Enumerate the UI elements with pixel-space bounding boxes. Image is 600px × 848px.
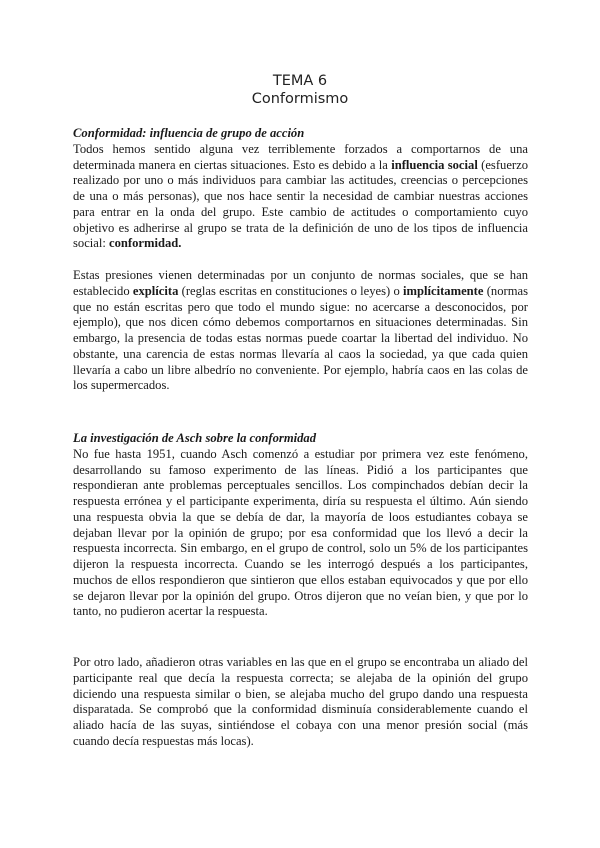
section-normas — [73, 268, 528, 394]
title-topic-number: TEMA 6 — [272, 73, 328, 89]
paragraph: No fue hasta 1951, cuando Asch comenzó a estudiar por primera vez este fenómeno, desarrollando su famoso experimento de las líneas. Pidió a los participantes que respondieran ante problemas perceptuales sencillos. Los compinchados debían decir la respuesta errónea y el participante experimenta, diría su respuesta el último. Aún siendo una respuesta obvia la que se debía de dar, la mayoría de loos estudiantes cobaya se dejaban llevar por la opinión de grupo; por esa conformidad que los llevó a decir la respuesta incorrecta. Sin embargo, en el grupo de control, solo un 5% de los participantes dijeron la respuesta incorrecta. Cuando se les interrogó después a los participantes, muchos de ellos respondieron que sintieron que ellos estaban equivocados y que por ello se dejaron llevar por la opinión del grupo. Otros dijeron que no veían bien, y que por lo tanto, no pudieron acertar la respuesta. — [73, 446, 528, 619]
bold-term: implícitamente — [403, 283, 484, 298]
title-topic-name: Conformismo — [251, 91, 349, 107]
paragraph: Por otro lado, añadieron otras variables en las que en el grupo se encontraba un aliado del participante real que decía la respuesta correcta; se alejaba de la opinión del grupo diciendo una respuesta similar o bien, se alejaba mucho del grupo dando una respuesta disparatada. Se comprobó que la conformidad disminuía considerablemente cuando el aliado hacía de las suyas, sintiéndose el cobaya con una menor presión social (más cuando decía respuestas más locas). — [73, 655, 528, 748]
paragraph: Estas presiones vienen determinadas por un conjunto de normas sociales, que se han establecido explícita (reglas escritas en constituciones o leyes) o implícitamente (normas que no están escritas pero que todo el mundo sigue: no acercarse a desconocidos, por ejemplo), que nos dicen cómo debemos comportarnos en situaciones determinadas. Sin embargo, la presencia de todas estas normas puede coartar la libertad del individuo. No obstante, una carencia de estas normas llevaría al caos la sociedad, ya que cada quien llevaría a cabo un libre albedrío no conveniente. Por ejemplo, habría caos en las colas de los supermercados. — [73, 268, 529, 393]
section-asch — [73, 431, 528, 620]
document-title — [0, 72, 600, 108]
section-conformidad — [73, 126, 528, 252]
section-heading: Conformidad: influencia de grupo de acción — [73, 126, 305, 140]
section-heading: La investigación de Asch sobre la conformidad — [73, 431, 317, 445]
bold-term: explícita — [132, 283, 179, 298]
paragraph: Todos hemos sentido alguna vez terriblemente forzados a comportarnos de una determinada manera en ciertas situaciones. Esto es debido a la influencia social (esfuerzo realizado por uno o más individuos para cambiar las actitudes, creencias o percepciones de una o más personas), que nos hace sentir la necesidad de cambiar nuestras acciones para entrar en la onda del grupo. Este cambio de actitudes o comportamiento cuyo objetivo es adherirse al grupo se trata de la definición de uno de los tipos de influencia social: conformidad. — [73, 141, 528, 251]
bold-term: influencia social — [391, 157, 478, 172]
bold-term: conformidad. — [109, 236, 182, 251]
section-variables — [73, 655, 528, 750]
